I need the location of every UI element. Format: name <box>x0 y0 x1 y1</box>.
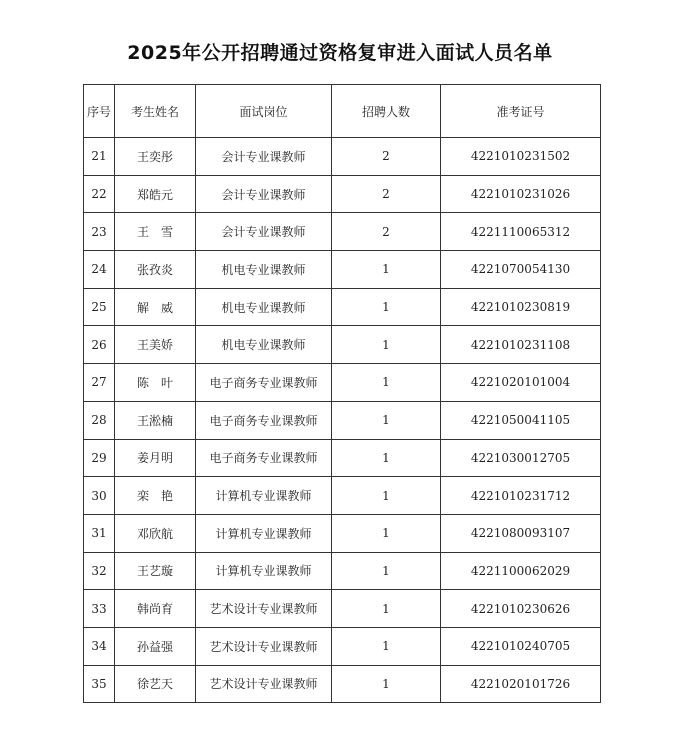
table-row <box>84 138 601 176</box>
cell-ticket: 4221010230626 <box>441 590 601 628</box>
interview-roster-table <box>83 84 601 703</box>
cell-seq: 27 <box>84 364 115 402</box>
cell-post: 会计专业课教师 <box>196 175 332 213</box>
table-row <box>84 439 601 477</box>
cell-quota: 2 <box>332 138 441 176</box>
header-quota: 招聘人数 <box>332 85 441 138</box>
cell-ticket: 4221010231026 <box>441 175 601 213</box>
cell-name: 韩尚育 <box>115 590 196 628</box>
cell-post: 电子商务专业课教师 <box>196 364 332 402</box>
table-row <box>84 665 601 703</box>
cell-seq: 26 <box>84 326 115 364</box>
cell-post: 机电专业课教师 <box>196 288 332 326</box>
header-post: 面试岗位 <box>196 85 332 138</box>
table-row <box>84 213 601 251</box>
header-name: 考生姓名 <box>115 85 196 138</box>
cell-seq: 23 <box>84 213 115 251</box>
cell-ticket: 4221010231108 <box>441 326 601 364</box>
cell-name: 邓欣航 <box>115 514 196 552</box>
cell-quota: 1 <box>332 665 441 703</box>
table-row <box>84 552 601 590</box>
cell-name: 王 雪 <box>115 213 196 251</box>
cell-ticket: 4221020101004 <box>441 364 601 402</box>
cell-name: 王奕彤 <box>115 138 196 176</box>
cell-name: 姜月明 <box>115 439 196 477</box>
cell-seq: 25 <box>84 288 115 326</box>
cell-seq: 22 <box>84 175 115 213</box>
cell-quota: 1 <box>332 514 441 552</box>
table-row <box>84 288 601 326</box>
table-row <box>84 175 601 213</box>
cell-post: 艺术设计专业课教师 <box>196 665 332 703</box>
cell-ticket: 4221010230819 <box>441 288 601 326</box>
cell-name: 孙益强 <box>115 627 196 665</box>
cell-seq: 35 <box>84 665 115 703</box>
cell-seq: 28 <box>84 401 115 439</box>
cell-quota: 1 <box>332 552 441 590</box>
table-row <box>84 401 601 439</box>
table-body <box>84 138 601 703</box>
cell-quota: 2 <box>332 213 441 251</box>
cell-ticket: 4221050041105 <box>441 401 601 439</box>
cell-ticket: 4221020101726 <box>441 665 601 703</box>
table-header-row <box>84 85 601 138</box>
cell-quota: 1 <box>332 439 441 477</box>
table-row <box>84 627 601 665</box>
cell-ticket: 4221010231502 <box>441 138 601 176</box>
cell-name: 徐艺天 <box>115 665 196 703</box>
table-row <box>84 514 601 552</box>
cell-name: 栾 艳 <box>115 477 196 515</box>
cell-quota: 1 <box>332 364 441 402</box>
cell-ticket: 4221080093107 <box>441 514 601 552</box>
cell-name: 郑皓元 <box>115 175 196 213</box>
cell-name: 王美娇 <box>115 326 196 364</box>
cell-post: 机电专业课教师 <box>196 326 332 364</box>
cell-post: 计算机专业课教师 <box>196 514 332 552</box>
cell-quota: 1 <box>332 477 441 515</box>
cell-quota: 2 <box>332 175 441 213</box>
cell-post: 计算机专业课教师 <box>196 552 332 590</box>
cell-quota: 1 <box>332 288 441 326</box>
cell-seq: 33 <box>84 590 115 628</box>
cell-quota: 1 <box>332 251 441 289</box>
cell-post: 艺术设计专业课教师 <box>196 590 332 628</box>
cell-post: 计算机专业课教师 <box>196 477 332 515</box>
cell-name: 王淞楠 <box>115 401 196 439</box>
cell-ticket: 4221010231712 <box>441 477 601 515</box>
cell-post: 电子商务专业课教师 <box>196 401 332 439</box>
table-row <box>84 364 601 402</box>
cell-post: 电子商务专业课教师 <box>196 439 332 477</box>
cell-quota: 1 <box>332 401 441 439</box>
table-row <box>84 477 601 515</box>
cell-seq: 32 <box>84 552 115 590</box>
cell-name: 解 威 <box>115 288 196 326</box>
cell-seq: 34 <box>84 627 115 665</box>
table-row <box>84 326 601 364</box>
cell-post: 艺术设计专业课教师 <box>196 627 332 665</box>
cell-ticket: 4221010240705 <box>441 627 601 665</box>
document-title: 2025年公开招聘通过资格复审进入面试人员名单 <box>127 42 553 64</box>
cell-quota: 1 <box>332 627 441 665</box>
cell-ticket: 4221030012705 <box>441 439 601 477</box>
table-row <box>84 251 601 289</box>
cell-ticket: 4221100062029 <box>441 552 601 590</box>
cell-post: 会计专业课教师 <box>196 138 332 176</box>
header-ticket: 准考证号 <box>441 85 601 138</box>
cell-name: 陈 叶 <box>115 364 196 402</box>
table-row <box>84 590 601 628</box>
cell-seq: 31 <box>84 514 115 552</box>
cell-quota: 1 <box>332 326 441 364</box>
cell-seq: 24 <box>84 251 115 289</box>
cell-seq: 29 <box>84 439 115 477</box>
cell-name: 张孜炎 <box>115 251 196 289</box>
cell-seq: 30 <box>84 477 115 515</box>
cell-quota: 1 <box>332 590 441 628</box>
cell-post: 会计专业课教师 <box>196 213 332 251</box>
cell-post: 机电专业课教师 <box>196 251 332 289</box>
cell-ticket: 4221110065312 <box>441 213 601 251</box>
cell-seq: 21 <box>84 138 115 176</box>
cell-ticket: 4221070054130 <box>441 251 601 289</box>
cell-name: 王艺璇 <box>115 552 196 590</box>
header-seq: 序号 <box>84 85 115 138</box>
